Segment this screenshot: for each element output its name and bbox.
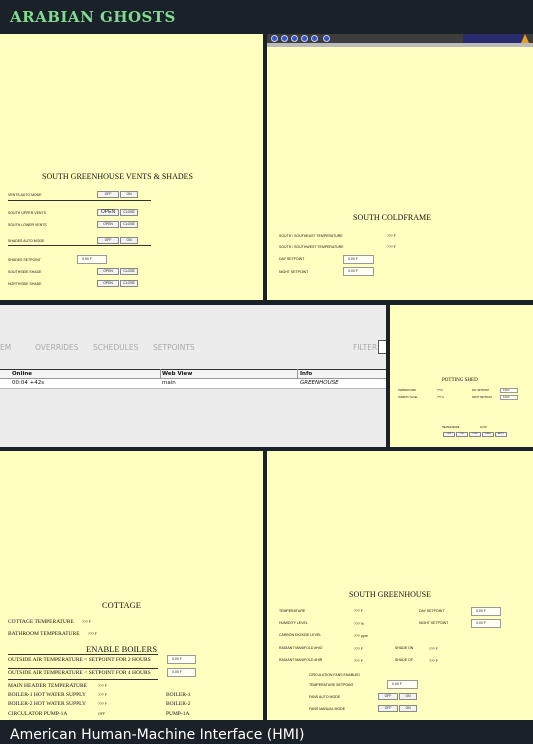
main-header-value: ??? F: [98, 684, 107, 688]
panel-coldframe: [267, 34, 533, 300]
row-online: 00:04 +42s: [12, 380, 45, 386]
sgh-fan-auto-off-button[interactable]: OFF: [378, 693, 398, 700]
main-header-label: MAIN HEADER TEMPERATURE: [8, 683, 88, 689]
shades-auto-label: SHADES AUTO MODE: [8, 239, 45, 243]
tab-schedules[interactable]: SCHEDULES: [93, 343, 139, 352]
sgh-rm1-label: RADIANT MANIFOLD #HIO: [279, 646, 323, 650]
lower-vents-label: SOUTH LOWER VENTS: [8, 223, 47, 227]
bath-temp-value: ??? F: [88, 632, 97, 636]
potting-low-button[interactable]: LOW: [469, 432, 481, 437]
panel-title: SOUTH GREENHOUSE VENTS & SHADES: [42, 172, 193, 181]
panel-title: SOUTH GREENHOUSE: [349, 590, 431, 599]
settings-nav-icon[interactable]: [323, 35, 330, 42]
shades-setpoint-label: SHADES SETPOINT: [8, 258, 41, 262]
northside-open-button[interactable]: OPEN: [97, 280, 119, 287]
vents-auto-on-button[interactable]: ON: [120, 191, 138, 198]
sgh-co2-label: CARBON DIOXIDE LEVEL: [279, 633, 322, 637]
potting-high-button[interactable]: HIGH: [482, 432, 494, 437]
sgh-shade-on-value: ??? F: [429, 647, 438, 651]
column-online[interactable]: Online: [12, 371, 33, 377]
potting-hum-value: ??? %: [437, 396, 444, 399]
sgh-rm2-label: RADIANT MANIFOLD #HIR: [279, 658, 323, 662]
boiler2-supply-value: ??? F: [98, 702, 107, 706]
tab-em[interactable]: EM: [0, 343, 12, 352]
boiler1-supply-label: BOILER-1 HOT WATER SUPPLY: [8, 692, 86, 698]
brand-title: ARABIAN GHOSTS: [10, 8, 176, 26]
oat4-input[interactable]: 0.00 F: [167, 668, 196, 677]
panel-title: COTTAGE: [102, 600, 141, 610]
hmi-tab-strip: [267, 43, 533, 47]
back-nav-icon[interactable]: [271, 35, 278, 42]
potting-on-button[interactable]: ON: [456, 432, 468, 437]
filter-input[interactable]: [378, 340, 386, 354]
tab-overrides[interactable]: OVERRIDES: [35, 343, 79, 352]
hmi-toolbar-right: [463, 34, 523, 43]
upper-vents-open-button[interactable]: OPEN: [97, 209, 119, 216]
pump-name[interactable]: PUMP-1A: [166, 711, 190, 717]
panel-potting-shed: [390, 305, 533, 447]
se-temp-value: ??? F: [387, 234, 396, 238]
sgh-night-sp-label: NIGHT SETPOINT: [419, 621, 449, 625]
sw-temp-label: SOUTH / SOUTHWEST TEMPERATURE: [279, 245, 344, 249]
vents-auto-off-button[interactable]: OFF: [97, 191, 119, 198]
potting-day-sp-label: DAY SETPOINT: [472, 389, 490, 392]
column-web-view[interactable]: Web View: [162, 371, 193, 377]
sgh-temp-sp-label: TEMPERATURE SETPOINT: [309, 683, 354, 687]
sgh-rm2-value: ??? F: [354, 659, 363, 663]
shades-auto-on-button[interactable]: ON: [120, 237, 138, 244]
shades-auto-off-button[interactable]: OFF: [97, 237, 119, 244]
row-info: GREENHOUSE: [300, 380, 339, 386]
sgh-fan-manual-label: FANS MANUAL MODE: [309, 707, 346, 711]
sgh-fan-auto-label: FANS AUTO MODE: [309, 695, 341, 699]
panel-south-greenhouse: [267, 451, 533, 720]
se-temp-label: SOUTH / SOUTHEAST TEMPERATURE: [279, 234, 343, 238]
sgh-fan-manual-on-button[interactable]: ON: [399, 705, 417, 712]
sgh-hum-value: ??? %: [354, 622, 364, 626]
potting-off-button[interactable]: OFF: [443, 432, 455, 437]
upper-vents-label: SOUTH UPPER VENTS: [8, 211, 46, 215]
vents-auto-label: VENTS AUTO MODE: [8, 193, 42, 197]
sgh-hum-label: HUMIDITY LEVEL: [279, 621, 308, 625]
pump-label: CIRCULATOR PUMP-1A: [8, 711, 68, 717]
divider: [8, 679, 158, 680]
sgh-temp-label: TEMPERATURE: [279, 609, 306, 613]
boiler1-supply-value: ??? F: [98, 693, 107, 697]
sgh-temp-value: ??? F: [354, 609, 363, 613]
panel-vents-shades: [0, 34, 263, 300]
divider: [8, 200, 151, 201]
caption-text: American Human-Machine Interface (HMI): [10, 727, 305, 743]
enable-boilers-heading: ENABLE BOILERS: [86, 644, 158, 654]
divider: [8, 654, 158, 655]
sgh-shade-of-value: ??? F: [429, 659, 438, 663]
southside-close-button[interactable]: CLOSE: [120, 268, 138, 275]
potting-auto-button[interactable]: AUTO: [495, 432, 507, 437]
night-setpoint-label: NIGHT SETPOINT: [279, 270, 309, 274]
sgh-fan-manual-off-button[interactable]: OFF: [378, 705, 398, 712]
boiler1-name[interactable]: BOILER-1: [166, 692, 191, 698]
potting-temp-value: ??? F: [437, 389, 444, 392]
sgh-shade-on-label: SHADE ON: [395, 646, 414, 650]
cottage-temp-value: ??? F: [82, 620, 91, 624]
panel-cottage: [0, 451, 263, 720]
pump-value: OFF: [98, 712, 105, 716]
northside-close-button[interactable]: CLOSE: [120, 280, 138, 287]
cottage-temp-label: COTTAGE TEMPERATURE: [8, 619, 74, 625]
oat2-label: OUTSIDE AIR TEMPERATURE < SETPOINT FOR 2 HOURS: [8, 657, 151, 663]
potting-night-sp-label: NIGHT SETPOINT: [472, 396, 493, 399]
menu-nav-icon[interactable]: [301, 35, 308, 42]
oat4-label: OUTSIDE AIR TEMPERATURE < SETPOINT FOR 4 HOURS: [8, 670, 151, 676]
sgh-co2-value: ??? ppm: [354, 634, 368, 638]
potting-night-sp-input[interactable]: 0.00 F: [500, 395, 518, 400]
bath-temp-label: BATHROOM TEMPERATURE: [8, 631, 80, 637]
divider: [8, 245, 151, 246]
sgh-circ-label: CIRCULATION FANS ENABLED: [309, 673, 360, 677]
panel-title: SOUTH COLDFRAME: [353, 213, 432, 222]
northside-shade-label: NORTHSIDE SHADE: [8, 282, 42, 286]
oat2-input[interactable]: 0.00 F: [167, 655, 196, 664]
potting-mode-label: HEATER MODE: [442, 426, 460, 429]
potting-mode-value: AUTO: [480, 426, 487, 429]
table-header: [0, 369, 386, 379]
boiler2-name[interactable]: BOILER-2: [166, 701, 191, 707]
panel-title: POTTING SHED: [442, 378, 478, 383]
night-setpoint-input[interactable]: 0.00 F: [343, 267, 374, 276]
southside-shade-label: SOUTHSIDE SHADE: [8, 270, 42, 274]
lower-vents-open-button[interactable]: OPEN: [97, 221, 119, 228]
boiler2-supply-label: BOILER-2 HOT WATER SUPPLY: [8, 701, 86, 707]
potting-hum-label: HUMIDITY LEVEL: [398, 396, 418, 399]
filter-label: FILTER: [353, 343, 378, 352]
day-setpoint-label: DAY SETPOINT: [279, 257, 305, 261]
sgh-fan-auto-on-button[interactable]: ON: [399, 693, 417, 700]
sgh-temp-sp-input[interactable]: 0.00 F: [387, 680, 418, 689]
lower-vents-close-button[interactable]: CLOSE: [120, 221, 138, 228]
column-info[interactable]: Info: [300, 371, 313, 377]
potting-day-sp-input[interactable]: 0.00 F: [500, 388, 518, 393]
sw-temp-value: ??? F: [387, 245, 396, 249]
sgh-rm1-value: ??? F: [354, 647, 363, 651]
row-web-view[interactable]: main: [162, 380, 176, 386]
upper-vents-close-button[interactable]: CLOSE: [120, 209, 138, 216]
forward-nav-icon[interactable]: [281, 35, 288, 42]
potting-temp-label: TEMPERATURE: [398, 389, 416, 392]
home-nav-icon[interactable]: [291, 35, 298, 42]
day-setpoint-input[interactable]: 0.00 F: [343, 255, 374, 264]
sgh-night-sp-input[interactable]: 0.00 F: [471, 619, 501, 628]
sgh-day-sp-label: DAY SETPOINT: [419, 609, 445, 613]
southside-open-button[interactable]: OPEN: [97, 268, 119, 275]
panel-viewer: [0, 305, 386, 447]
sgh-day-sp-input[interactable]: 0.00 F: [471, 607, 501, 616]
tab-setpoints[interactable]: SETPOINTS: [153, 343, 195, 352]
shades-setpoint-input[interactable]: 0.00 F: [77, 255, 107, 264]
sgh-shade-of-label: SHADE OF: [395, 658, 413, 662]
divider: [8, 668, 158, 669]
refresh-nav-icon[interactable]: [311, 35, 318, 42]
